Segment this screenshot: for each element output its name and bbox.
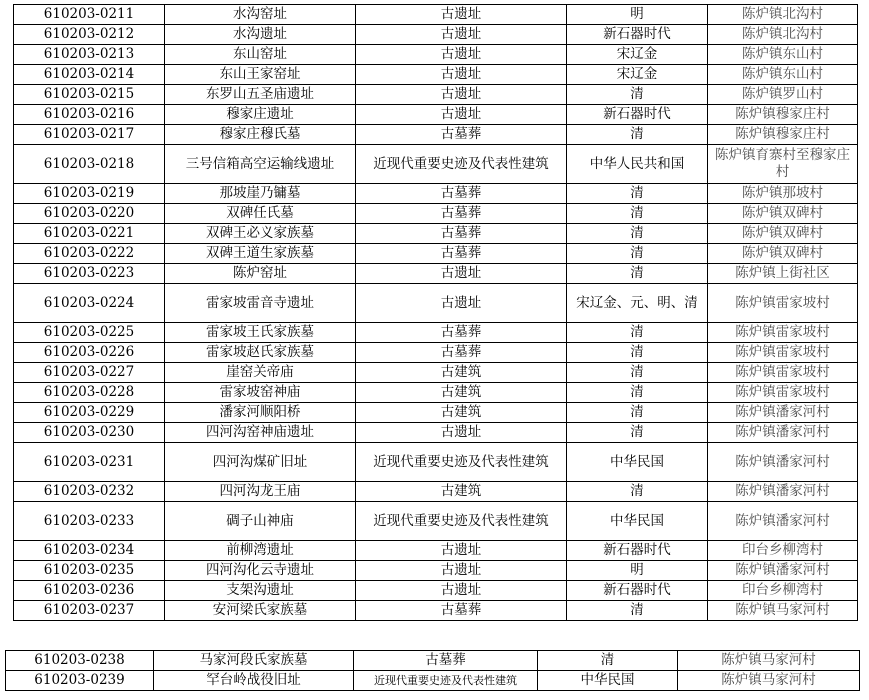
site-code-cell: 610203-0232 bbox=[14, 482, 165, 502]
site-code-cell: 610203-0229 bbox=[14, 403, 165, 423]
site-location-cell: 陈炉镇雷家坡村 bbox=[708, 343, 858, 363]
heritage-site-table-continued-body bbox=[6, 651, 860, 691]
site-location-cell: 陈炉镇马家河村 bbox=[678, 671, 860, 691]
site-era-cell: 清 bbox=[567, 343, 708, 363]
table-row bbox=[14, 224, 858, 244]
site-code-cell: 610203-0223 bbox=[14, 264, 165, 284]
site-location-cell: 印台乡柳湾村 bbox=[708, 541, 858, 561]
site-era-cell: 清 bbox=[567, 423, 708, 443]
site-era-cell: 宋辽金、元、明、清 bbox=[567, 284, 708, 323]
site-era-cell: 清 bbox=[567, 224, 708, 244]
site-location-cell: 陈炉镇东山村 bbox=[708, 65, 858, 85]
site-location-cell: 陈炉镇罗山村 bbox=[708, 85, 858, 105]
site-category-cell: 近现代重要史迹及代表性建筑 bbox=[356, 145, 567, 184]
site-code-cell: 610203-0211 bbox=[14, 5, 165, 25]
site-era-cell: 宋辽金 bbox=[567, 65, 708, 85]
site-code-cell: 610203-0228 bbox=[14, 383, 165, 403]
site-category-cell: 古墓葬 bbox=[356, 224, 567, 244]
table-row bbox=[14, 145, 858, 184]
table-row bbox=[14, 45, 858, 65]
heritage-site-table-body bbox=[14, 5, 858, 621]
site-era-cell: 清 bbox=[567, 403, 708, 423]
site-era-cell: 清 bbox=[567, 184, 708, 204]
table-row bbox=[14, 423, 858, 443]
site-name-cell: 东罗山五圣庙遗址 bbox=[165, 85, 356, 105]
site-name-cell: 三号信箱高空运输线遗址 bbox=[165, 145, 356, 184]
site-code-cell: 610203-0227 bbox=[14, 363, 165, 383]
site-location-cell: 陈炉镇双碑村 bbox=[708, 244, 858, 264]
table-row bbox=[14, 383, 858, 403]
site-name-cell: 水沟窑址 bbox=[165, 5, 356, 25]
site-code-cell: 610203-0233 bbox=[14, 502, 165, 541]
site-name-cell: 四河沟化云寺遗址 bbox=[165, 561, 356, 581]
table-row bbox=[14, 204, 858, 224]
site-category-cell: 古遗址 bbox=[356, 264, 567, 284]
site-era-cell: 清 bbox=[567, 244, 708, 264]
table-row bbox=[14, 363, 858, 383]
site-code-cell: 610203-0224 bbox=[14, 284, 165, 323]
site-category-cell: 古遗址 bbox=[356, 25, 567, 45]
site-name-cell: 双碑王必义家族墓 bbox=[165, 224, 356, 244]
site-location-cell: 陈炉镇潘家河村 bbox=[708, 482, 858, 502]
site-name-cell: 碉子山神庙 bbox=[165, 502, 356, 541]
table-row bbox=[6, 651, 860, 671]
site-location-cell: 陈炉镇马家河村 bbox=[678, 651, 860, 671]
site-era-cell: 清 bbox=[567, 85, 708, 105]
table-row bbox=[14, 601, 858, 621]
site-name-cell: 穆家庄遗址 bbox=[165, 105, 356, 125]
site-category-cell: 古建筑 bbox=[356, 482, 567, 502]
site-code-cell: 610203-0225 bbox=[14, 323, 165, 343]
site-name-cell: 四河沟龙王庙 bbox=[165, 482, 356, 502]
site-code-cell: 610203-0226 bbox=[14, 343, 165, 363]
site-name-cell: 安河梁氏家族墓 bbox=[165, 601, 356, 621]
site-category-cell: 古遗址 bbox=[356, 541, 567, 561]
site-era-cell: 中华民国 bbox=[538, 671, 678, 691]
site-era-cell: 清 bbox=[567, 323, 708, 343]
site-location-cell: 印台乡柳湾村 bbox=[708, 581, 858, 601]
site-category-cell: 古墓葬 bbox=[356, 244, 567, 264]
site-name-cell: 四河沟煤矿旧址 bbox=[165, 443, 356, 482]
table-row bbox=[14, 343, 858, 363]
site-code-cell: 610203-0217 bbox=[14, 125, 165, 145]
site-category-cell: 古遗址 bbox=[356, 561, 567, 581]
site-name-cell: 水沟遗址 bbox=[165, 25, 356, 45]
table-row bbox=[14, 323, 858, 343]
site-category-cell: 古遗址 bbox=[356, 85, 567, 105]
table-row bbox=[14, 541, 858, 561]
site-location-cell: 陈炉镇穆家庄村 bbox=[708, 125, 858, 145]
site-code-cell: 610203-0215 bbox=[14, 85, 165, 105]
site-name-cell: 东山王家窑址 bbox=[165, 65, 356, 85]
site-name-cell: 雷家坡雷音寺遗址 bbox=[165, 284, 356, 323]
site-name-cell: 崖窑关帝庙 bbox=[165, 363, 356, 383]
site-era-cell: 新石器时代 bbox=[567, 541, 708, 561]
table-row bbox=[14, 5, 858, 25]
site-code-cell: 610203-0218 bbox=[14, 145, 165, 184]
site-name-cell: 雷家坡王氏家族墓 bbox=[165, 323, 356, 343]
site-category-cell: 古遗址 bbox=[356, 5, 567, 25]
site-era-cell: 明 bbox=[567, 5, 708, 25]
site-code-cell: 610203-0222 bbox=[14, 244, 165, 264]
site-name-cell: 雷家坡赵氏家族墓 bbox=[165, 343, 356, 363]
site-location-cell: 陈炉镇潘家河村 bbox=[708, 423, 858, 443]
site-era-cell: 中华民国 bbox=[567, 443, 708, 482]
site-name-cell: 支架沟遗址 bbox=[165, 581, 356, 601]
table-row bbox=[14, 502, 858, 541]
site-name-cell: 马家河段氏家族墓 bbox=[154, 651, 354, 671]
site-category-cell: 古墓葬 bbox=[356, 204, 567, 224]
site-location-cell: 陈炉镇雷家坡村 bbox=[708, 363, 858, 383]
site-location-cell: 陈炉镇双碑村 bbox=[708, 224, 858, 244]
site-category-cell: 近现代重要史迹及代表性建筑 bbox=[356, 502, 567, 541]
site-era-cell: 明 bbox=[567, 561, 708, 581]
site-category-cell: 古墓葬 bbox=[356, 601, 567, 621]
site-location-cell: 陈炉镇雷家坡村 bbox=[708, 284, 858, 323]
table-row bbox=[14, 85, 858, 105]
site-location-cell: 陈炉镇穆家庄村 bbox=[708, 105, 858, 125]
site-location-cell: 陈炉镇雷家坡村 bbox=[708, 383, 858, 403]
site-code-cell: 610203-0219 bbox=[14, 184, 165, 204]
table-row bbox=[14, 561, 858, 581]
site-era-cell: 清 bbox=[567, 482, 708, 502]
site-category-cell: 古墓葬 bbox=[356, 343, 567, 363]
site-location-cell: 陈炉镇北沟村 bbox=[708, 5, 858, 25]
heritage-site-table bbox=[13, 4, 858, 621]
table-row bbox=[14, 244, 858, 264]
site-name-cell: 罕台岭战役旧址 bbox=[154, 671, 354, 691]
site-era-cell: 中华人民共和国 bbox=[567, 145, 708, 184]
site-name-cell: 前柳湾遗址 bbox=[165, 541, 356, 561]
site-category-cell: 古遗址 bbox=[356, 581, 567, 601]
site-location-cell: 陈炉镇雷家坡村 bbox=[708, 323, 858, 343]
site-category-cell: 古墓葬 bbox=[356, 184, 567, 204]
site-code-cell: 610203-0236 bbox=[14, 581, 165, 601]
site-location-cell: 陈炉镇育寨村至穆家庄村 bbox=[708, 145, 858, 184]
site-name-cell: 双碑任氏墓 bbox=[165, 204, 356, 224]
site-location-cell: 陈炉镇北沟村 bbox=[708, 25, 858, 45]
site-name-cell: 陈炉窑址 bbox=[165, 264, 356, 284]
heritage-site-table-continued bbox=[5, 650, 860, 691]
site-category-cell: 古遗址 bbox=[356, 65, 567, 85]
table-row bbox=[14, 284, 858, 323]
site-location-cell: 陈炉镇潘家河村 bbox=[708, 502, 858, 541]
site-location-cell: 陈炉镇潘家河村 bbox=[708, 561, 858, 581]
table-row bbox=[14, 25, 858, 45]
site-code-cell: 610203-0234 bbox=[14, 541, 165, 561]
site-location-cell: 陈炉镇马家河村 bbox=[708, 601, 858, 621]
site-era-cell: 清 bbox=[567, 363, 708, 383]
table-row bbox=[14, 125, 858, 145]
site-category-cell: 古墓葬 bbox=[356, 323, 567, 343]
site-era-cell: 宋辽金 bbox=[567, 45, 708, 65]
site-category-cell: 古遗址 bbox=[356, 284, 567, 323]
site-location-cell: 陈炉镇潘家河村 bbox=[708, 443, 858, 482]
site-category-cell: 近现代重要史迹及代表性建筑 bbox=[354, 671, 538, 691]
site-code-cell: 610203-0238 bbox=[6, 651, 154, 671]
site-category-cell: 古建筑 bbox=[356, 403, 567, 423]
site-era-cell: 清 bbox=[538, 651, 678, 671]
site-name-cell: 穆家庄穆氏墓 bbox=[165, 125, 356, 145]
site-location-cell: 陈炉镇那坡村 bbox=[708, 184, 858, 204]
table-row bbox=[14, 65, 858, 85]
table-row bbox=[6, 671, 860, 691]
site-location-cell: 陈炉镇上街社区 bbox=[708, 264, 858, 284]
table-row bbox=[14, 443, 858, 482]
site-category-cell: 近现代重要史迹及代表性建筑 bbox=[356, 443, 567, 482]
site-code-cell: 610203-0231 bbox=[14, 443, 165, 482]
site-code-cell: 610203-0239 bbox=[6, 671, 154, 691]
site-code-cell: 610203-0212 bbox=[14, 25, 165, 45]
site-code-cell: 610203-0214 bbox=[14, 65, 165, 85]
site-category-cell: 古遗址 bbox=[356, 423, 567, 443]
site-era-cell: 清 bbox=[567, 383, 708, 403]
site-code-cell: 610203-0235 bbox=[14, 561, 165, 581]
site-era-cell: 新石器时代 bbox=[567, 105, 708, 125]
site-category-cell: 古建筑 bbox=[356, 363, 567, 383]
table-row bbox=[14, 403, 858, 423]
site-era-cell: 新石器时代 bbox=[567, 581, 708, 601]
site-code-cell: 610203-0221 bbox=[14, 224, 165, 244]
site-name-cell: 雷家坡窑神庙 bbox=[165, 383, 356, 403]
site-name-cell: 四河沟窑神庙遗址 bbox=[165, 423, 356, 443]
site-category-cell: 古墓葬 bbox=[354, 651, 538, 671]
site-location-cell: 陈炉镇双碑村 bbox=[708, 204, 858, 224]
site-era-cell: 清 bbox=[567, 204, 708, 224]
table-row bbox=[14, 482, 858, 502]
site-name-cell: 双碑王道生家族墓 bbox=[165, 244, 356, 264]
site-code-cell: 610203-0220 bbox=[14, 204, 165, 224]
table-row bbox=[14, 184, 858, 204]
site-location-cell: 陈炉镇潘家河村 bbox=[708, 403, 858, 423]
site-era-cell: 中华民国 bbox=[567, 502, 708, 541]
site-category-cell: 古遗址 bbox=[356, 45, 567, 65]
site-name-cell: 潘家河顺阳桥 bbox=[165, 403, 356, 423]
table-row bbox=[14, 105, 858, 125]
site-code-cell: 610203-0237 bbox=[14, 601, 165, 621]
table-row bbox=[14, 264, 858, 284]
site-category-cell: 古建筑 bbox=[356, 383, 567, 403]
site-era-cell: 清 bbox=[567, 601, 708, 621]
site-era-cell: 清 bbox=[567, 264, 708, 284]
site-category-cell: 古墓葬 bbox=[356, 125, 567, 145]
table-row bbox=[14, 581, 858, 601]
site-era-cell: 新石器时代 bbox=[567, 25, 708, 45]
site-code-cell: 610203-0216 bbox=[14, 105, 165, 125]
site-name-cell: 东山窑址 bbox=[165, 45, 356, 65]
site-name-cell: 那坡崖乃镛墓 bbox=[165, 184, 356, 204]
site-category-cell: 古遗址 bbox=[356, 105, 567, 125]
site-code-cell: 610203-0230 bbox=[14, 423, 165, 443]
site-location-cell: 陈炉镇东山村 bbox=[708, 45, 858, 65]
site-era-cell: 清 bbox=[567, 125, 708, 145]
site-code-cell: 610203-0213 bbox=[14, 45, 165, 65]
